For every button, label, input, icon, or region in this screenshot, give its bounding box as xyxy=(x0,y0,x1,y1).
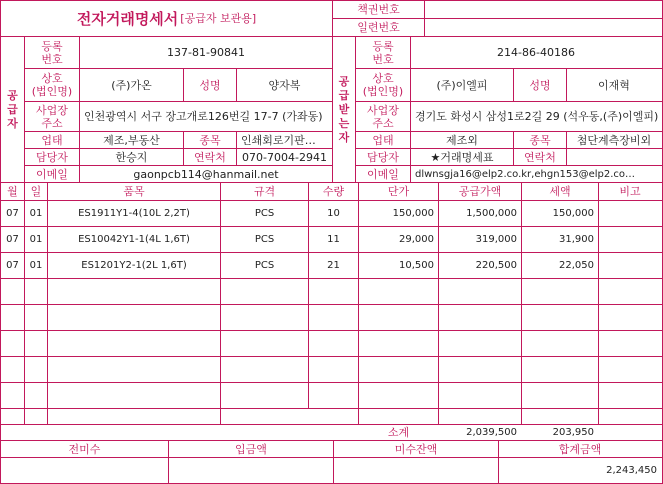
table-row-1-unit-price: 150,000 xyxy=(392,208,434,219)
receiver-addr-label: 사업장 주소 xyxy=(367,103,399,130)
total-label: 합계금액 xyxy=(558,442,602,456)
receiver-reg-no-label: 등록 번호 xyxy=(372,39,394,66)
supplier-reg-no-label: 등록 번호 xyxy=(41,39,63,66)
col-spec-header: 규격 xyxy=(253,185,276,198)
receiver-rep: 이재혁 xyxy=(598,79,630,92)
receiver-name: (주)이엘피 xyxy=(436,79,488,92)
title-sub: [공급자 보관용] xyxy=(180,12,257,25)
supplier-name: (주)가온 xyxy=(111,79,152,92)
receiver-biz-type: 제조외 xyxy=(446,134,478,147)
receiver-biz-item: 첨단계측장비외 xyxy=(576,134,652,147)
serial-no-value xyxy=(425,19,661,36)
receiver-phone xyxy=(567,149,661,165)
table-row-2-supply: 319,000 xyxy=(475,234,517,245)
supplier-phone-label: 연락처 xyxy=(194,150,226,164)
receiver-phone-label: 연락처 xyxy=(524,150,556,164)
balance-value xyxy=(334,458,498,482)
supplier-email: gaonpcb114@hanmail.net xyxy=(133,167,279,181)
table-row-3-month: 07 xyxy=(6,260,19,271)
col-qty-header: 수량 xyxy=(322,185,345,198)
supplier-rep: 양자복 xyxy=(268,79,301,92)
table-row-1-month: 07 xyxy=(6,208,19,219)
book-no-value xyxy=(425,1,661,18)
col-supply-header: 공급가액 xyxy=(458,185,502,198)
table-row-1-qty: 10 xyxy=(327,208,340,219)
table-row-3-day: 01 xyxy=(29,260,43,271)
unpaid-label: 전미수 xyxy=(68,442,101,456)
supplier-addr: 인천광역시 서구 장고개로126번길 17-7 (가좌동) xyxy=(84,110,323,123)
deposit-label: 입금액 xyxy=(235,442,267,456)
table-row-1-tax: 150,000 xyxy=(552,208,594,219)
supplier-name-label: 상호 (법인명) xyxy=(31,72,73,98)
balance-label: 미수잔액 xyxy=(394,442,438,456)
supplier-reg-no: 137-81-90841 xyxy=(167,46,245,59)
table-row-3-spec: PCS xyxy=(254,260,275,271)
supplier-rep-label: 성명 xyxy=(199,78,221,92)
table-row-3-supply: 220,500 xyxy=(475,260,517,271)
table-row-2-item: ES10042Y1-1(4L 1,6T) xyxy=(78,234,190,245)
unpaid-value xyxy=(1,458,168,482)
supplier-biz-type-label: 업태 xyxy=(41,133,63,147)
table-row-3-note xyxy=(599,253,661,278)
receiver-contact-label: 담당자 xyxy=(367,150,399,164)
table-row-2-unit-price: 29,000 xyxy=(399,234,434,245)
col-day-header: 일 xyxy=(30,185,42,198)
supplier-contact: 한승지 xyxy=(115,151,148,164)
table-row-3-unit-price: 10,500 xyxy=(399,260,434,271)
receiver-addr: 경기도 화성시 삼성1로2길 29 (석우동,(주)이엘피) xyxy=(415,110,659,123)
table-row-2-note xyxy=(599,227,661,252)
table-row-2-day: 01 xyxy=(29,234,43,245)
col-unit-price-header: 단가 xyxy=(387,185,410,198)
table-row-1-spec: PCS xyxy=(254,208,275,219)
table-row-3-qty: 21 xyxy=(327,260,340,271)
supplier-biz-item: 인쇄회로기판… xyxy=(241,134,316,147)
table-row-2-spec: PCS xyxy=(254,234,275,245)
receiver-name-label: 상호 (법인명) xyxy=(362,72,404,98)
receiver-biz-type-label: 업태 xyxy=(372,133,394,147)
subtotal-tax: 203,950 xyxy=(552,427,594,438)
document-title xyxy=(1,1,332,35)
receiver-email: dlwnsgja16@elp2.co.kr,ehgn153@elp2.co… xyxy=(415,168,636,180)
receiver-contact: ★거래명세표 xyxy=(430,151,494,164)
supplier-phone: 070-7004-2941 xyxy=(242,150,327,164)
table-row-3-item: ES1201Y2-1(2L 1,6T) xyxy=(81,260,187,271)
receiver-rep-label: 성명 xyxy=(529,78,551,92)
table-row-3-tax: 22,050 xyxy=(559,260,594,271)
receiver-email-label: 이메일 xyxy=(367,167,399,181)
supplier-side-label: 공 급 자 xyxy=(7,88,18,130)
table-row-1-note xyxy=(599,201,661,226)
supplier-biz-type: 제조,부동산 xyxy=(103,134,160,147)
supplier-email-label: 이메일 xyxy=(36,167,68,181)
col-tax-header: 세액 xyxy=(549,185,571,198)
supplier-contact-label: 담당자 xyxy=(36,150,68,164)
col-note-header: 비고 xyxy=(619,185,641,198)
supplier-addr-label: 사업장 주소 xyxy=(36,103,68,130)
book-no-label: 책권번호 xyxy=(357,3,400,16)
deposit-value xyxy=(169,458,333,482)
col-item-header: 품목 xyxy=(123,185,145,198)
table-row-1-item: ES1911Y1-4(10L 2,2T) xyxy=(78,208,190,219)
table-row-2-qty: 11 xyxy=(327,234,340,245)
receiver-side-label: 공 급 받 는 자 xyxy=(338,74,350,144)
subtotal-label: 소계 xyxy=(387,426,410,439)
receiver-biz-item-label: 종목 xyxy=(529,133,551,147)
table-row-1-supply: 1,500,000 xyxy=(466,208,517,219)
subtotal-supply: 2,039,500 xyxy=(466,427,517,438)
col-month-header: 월 xyxy=(7,185,18,198)
title-main: 전자거래명세서 xyxy=(76,9,179,28)
supplier-biz-item-label: 종목 xyxy=(199,133,221,147)
table-row-2-month: 07 xyxy=(6,234,19,245)
serial-no-label: 일련번호 xyxy=(357,21,400,34)
table-row-1-day: 01 xyxy=(29,208,43,219)
table-row-2-tax: 31,900 xyxy=(559,234,594,245)
receiver-reg-no: 214-86-40186 xyxy=(497,46,575,59)
total-value: 2,243,450 xyxy=(606,464,657,476)
